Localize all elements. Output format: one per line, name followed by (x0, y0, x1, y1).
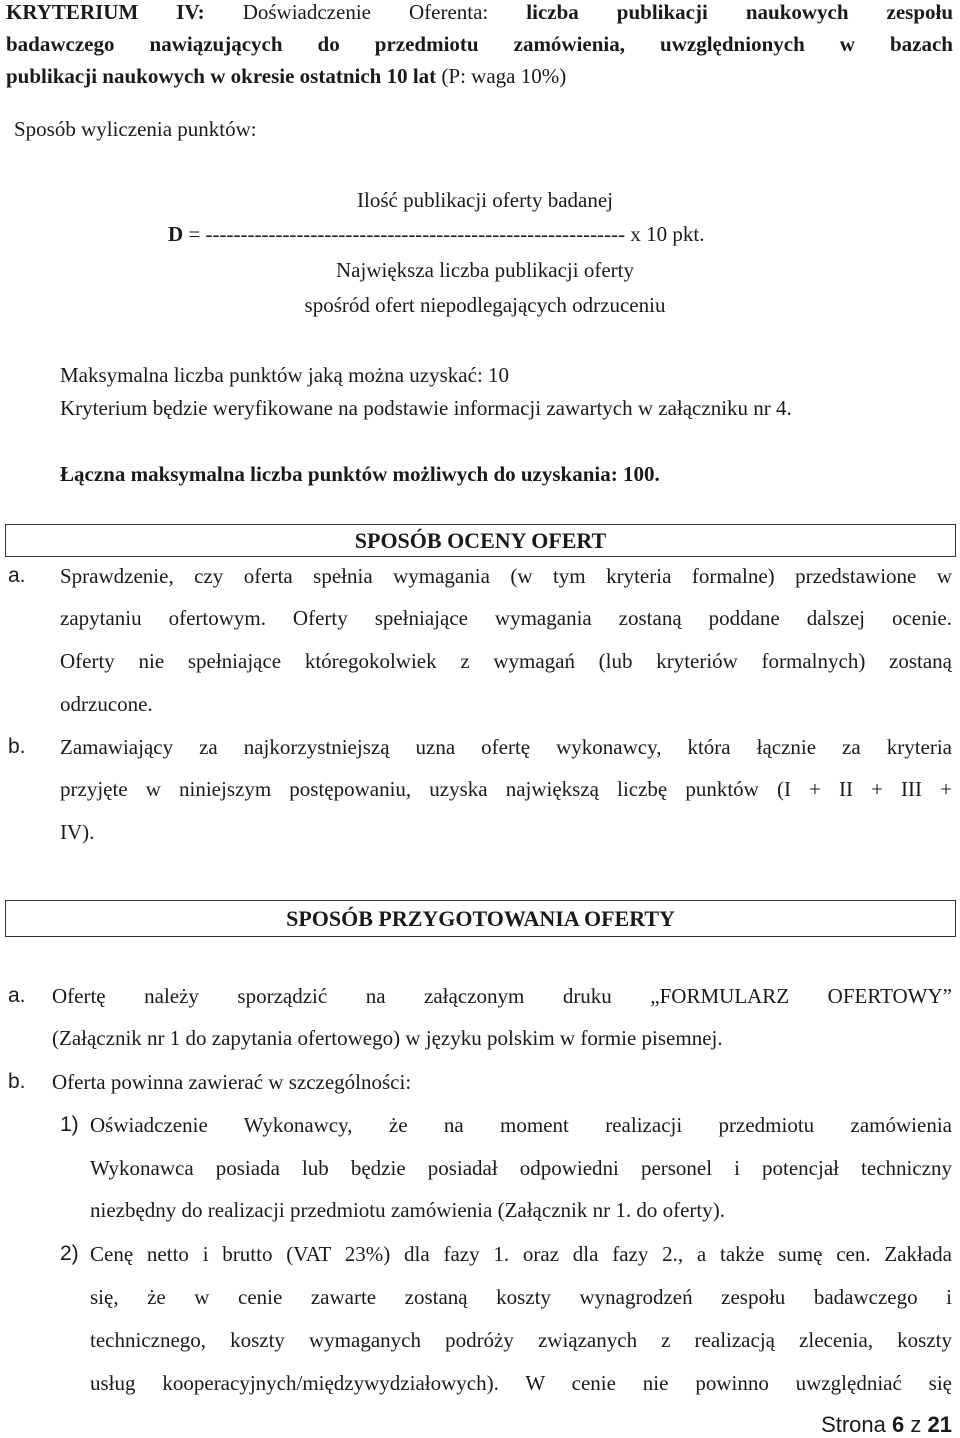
evaluation-b-line: IV). (60, 820, 95, 844)
preparation-a-line: Ofertę należy sporządzić na załączonym druku „FORMULARZ OFERTOWY” (52, 984, 952, 1008)
evaluation-section-title: SPOSÓB OCENY OFERT (354, 528, 607, 553)
evaluation-a-line: Sprawdzenie, czy oferta spełnia wymagania (w tym kryteria formalne) przedstawione w (60, 564, 952, 588)
formula-fraction-bar: = ------------------------------------------------------------ x 10 pkt. (188, 222, 705, 246)
item-2-line: się, że w cenie zawarte zostaną koszty wynagrodzeń zespołu badawczego i (90, 1285, 952, 1309)
evaluation-b-line: Zamawiający za najkorzystniejszą uzna ofertę wykonawcy, która łącznie za kryteria (60, 735, 952, 759)
formula-numerator: Ilość publikacji oferty badanej (357, 188, 613, 212)
evaluation-a-line: odrzucone. (60, 692, 153, 716)
kryterium-heading: KRYTERIUM IV: (6, 0, 205, 24)
item-2-marker: 2) (60, 1242, 79, 1265)
evaluation-b-line: przyjęte w niniejszym postępowaniu, uzyska największą liczbę punktów (I + II + III + (60, 777, 952, 801)
preparation-b-marker: b. (8, 1070, 26, 1093)
formula-variable: D (168, 222, 184, 246)
kryterium-weight: (P: waga 10%) (441, 64, 567, 88)
page-of-label: z (910, 1412, 922, 1437)
current-page: 6 (892, 1412, 905, 1437)
evaluation-b-marker: b. (8, 735, 26, 758)
preparation-section-header (5, 900, 956, 937)
calculation-method-label: Sposób wyliczenia punktów: (14, 117, 257, 141)
kryterium-line-1 (6, 0, 953, 25)
total-pages: 21 (927, 1412, 952, 1437)
preparation-a-marker: a. (8, 984, 26, 1007)
kryterium-title-part: liczba publikacji naukowych zespołu (526, 0, 954, 24)
item-1-line: niezbędny do realizacji przedmiotu zamówienia (Załącznik nr 1. do oferty). (90, 1198, 725, 1222)
kryterium-line-3 (6, 64, 566, 89)
kryterium-title-end: publikacji naukowych w okresie ostatnich 10 lat (6, 64, 437, 88)
evaluation-a-marker: a. (8, 564, 26, 587)
page-label: Strona (821, 1412, 886, 1437)
preparation-b-line: Oferta powinna zawierać w szczególności: (52, 1070, 412, 1094)
item-2-line: Cenę netto i brutto (VAT 23%) dla fazy 1. oraz dla fazy 2., a także sumę cen. Zakłada (90, 1242, 952, 1266)
preparation-a-line: (Załącznik nr 1 do zapytania ofertowego) w języku polskim w formie pisemnej. (52, 1026, 723, 1050)
formula-denominator-1: Największa liczba publikacji oferty (336, 258, 634, 282)
evaluation-a-line: Oferty nie spełniające któregokolwiek z wymagań (lub kryteriów formalnych) zostaną (60, 649, 952, 673)
preparation-section-title: SPOSÓB PRZYGOTOWANIA OFERTY (286, 906, 675, 931)
item-2-line: technicznego, koszty wymaganych podróży związanych z realizacją zlecenia, koszty (90, 1328, 952, 1352)
max-points-text: Maksymalna liczba punktów jaką można uzyskać: 10 (60, 363, 510, 387)
kryterium-line-2: badawczego nawiązujących do przedmiotu zamówienia, uwzględnionych w bazach (6, 32, 953, 56)
item-1-line: Wykonawca posiada lub będzie posiadał odpowiedni personel i potencjał techniczny (90, 1156, 952, 1180)
verification-text: Kryterium będzie weryfikowane na podstawie informacji zawartych w załączniku nr 4. (60, 396, 792, 420)
formula-line (168, 222, 704, 247)
item-2-line: usług kooperacyjnych/międzywydziałowych). W cenie nie powinno uwzględniać się (90, 1371, 952, 1395)
total-points-text: Łączna maksymalna liczba punktów możliwych do uzyskania: 100. (60, 462, 660, 486)
kryterium-label: Doświadczenie Oferenta: (242, 0, 489, 24)
page-number (821, 1412, 952, 1438)
evaluation-section-header (5, 524, 956, 557)
item-1-marker: 1) (60, 1113, 79, 1136)
item-1-line: Oświadczenie Wykonawcy, że na moment realizacji przedmiotu zamówienia (90, 1113, 952, 1137)
evaluation-a-line: zapytaniu ofertowym. Oferty spełniające wymagania zostaną poddane dalszej ocenie. (60, 606, 952, 630)
formula-denominator-2: spośród ofert niepodlegających odrzuceniu (304, 293, 666, 317)
